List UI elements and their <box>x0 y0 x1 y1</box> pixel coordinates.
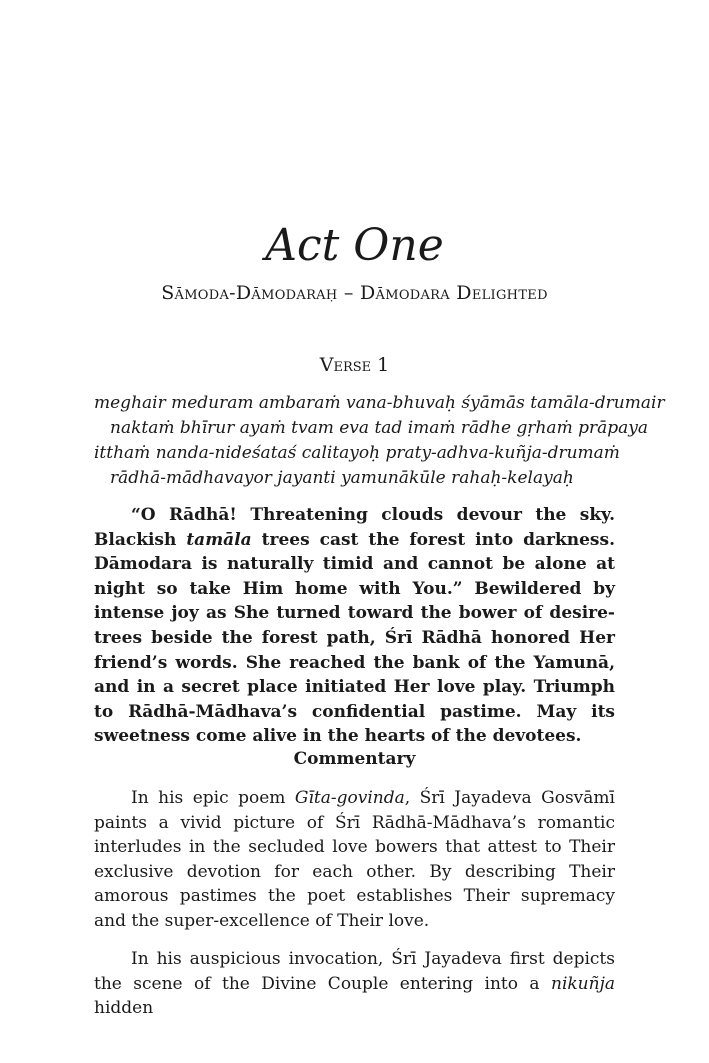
translation-text: “O Rādhā! Threatening clouds devour the sky. Blackish <box>94 505 615 550</box>
verse-translation <box>94 503 615 749</box>
verse-line: naktaṁ bhīrur ayaṁ tvam eva tad imaṁ rādhe gṛhaṁ prāpaya <box>110 418 648 438</box>
commentary-term: nikuñja <box>551 973 615 994</box>
commentary-paragraph <box>94 947 615 1021</box>
act-subtitle: Sāmoda-Dāmodaraḥ – Dāmodara Delighted <box>161 282 548 304</box>
verse-heading: Verse 1 <box>319 354 390 376</box>
commentary-paragraph <box>94 786 615 933</box>
verse-line: rādhā-mādhavayor jayanti yamunākūle rahaḥ-kelayaḥ <box>110 468 574 488</box>
commentary-text: hidden <box>94 998 154 1018</box>
commentary-heading: Commentary <box>293 749 416 769</box>
commentary-text: In his auspicious invocation, Śrī Jayadeva first depicts the scene of the Divine Couple entering into a <box>94 949 615 994</box>
commentary-text: , Śrī Jayadeva Gosvāmī paints a vivid picture of Śrī Rādhā-Mādhava’s romantic interludes in the secluded love bowers that attest to Their exclusive devotion for each other. By describing Their amorous pastimes the poet establishes Their supremacy and the super-excellence of Their love. <box>94 788 615 931</box>
translation-term: tamāla <box>186 529 252 550</box>
verse-line: itthaṁ nanda-nideśataś calitayoḥ praty-adhva-kuñja-drumaṁ <box>94 443 620 463</box>
act-title: Act One <box>265 220 444 271</box>
commentary-text: In his epic poem <box>131 788 295 808</box>
verse-line: meghair meduram ambaraṁ vana-bhuvaḥ śyāmās tamāla-drumair <box>94 393 665 413</box>
sanskrit-verse <box>94 391 665 491</box>
translation-text: trees cast the forest into darkness. Dāmodara is naturally timid and cannot be alone at night so take Him home with You.” Bewildered by intense joy as She turned toward the bower of desire-trees beside the forest path, Śrī Rādhā honored Her friend’s words. She reached the bank of the Yamunā, and in a secret place initiated Her love play. Triumph to Rādhā-Mādhava’s confidential pastime. May its sweetness come alive in the hearts of the devotees. <box>94 529 615 747</box>
commentary-term: Gīta-govinda <box>294 788 405 808</box>
